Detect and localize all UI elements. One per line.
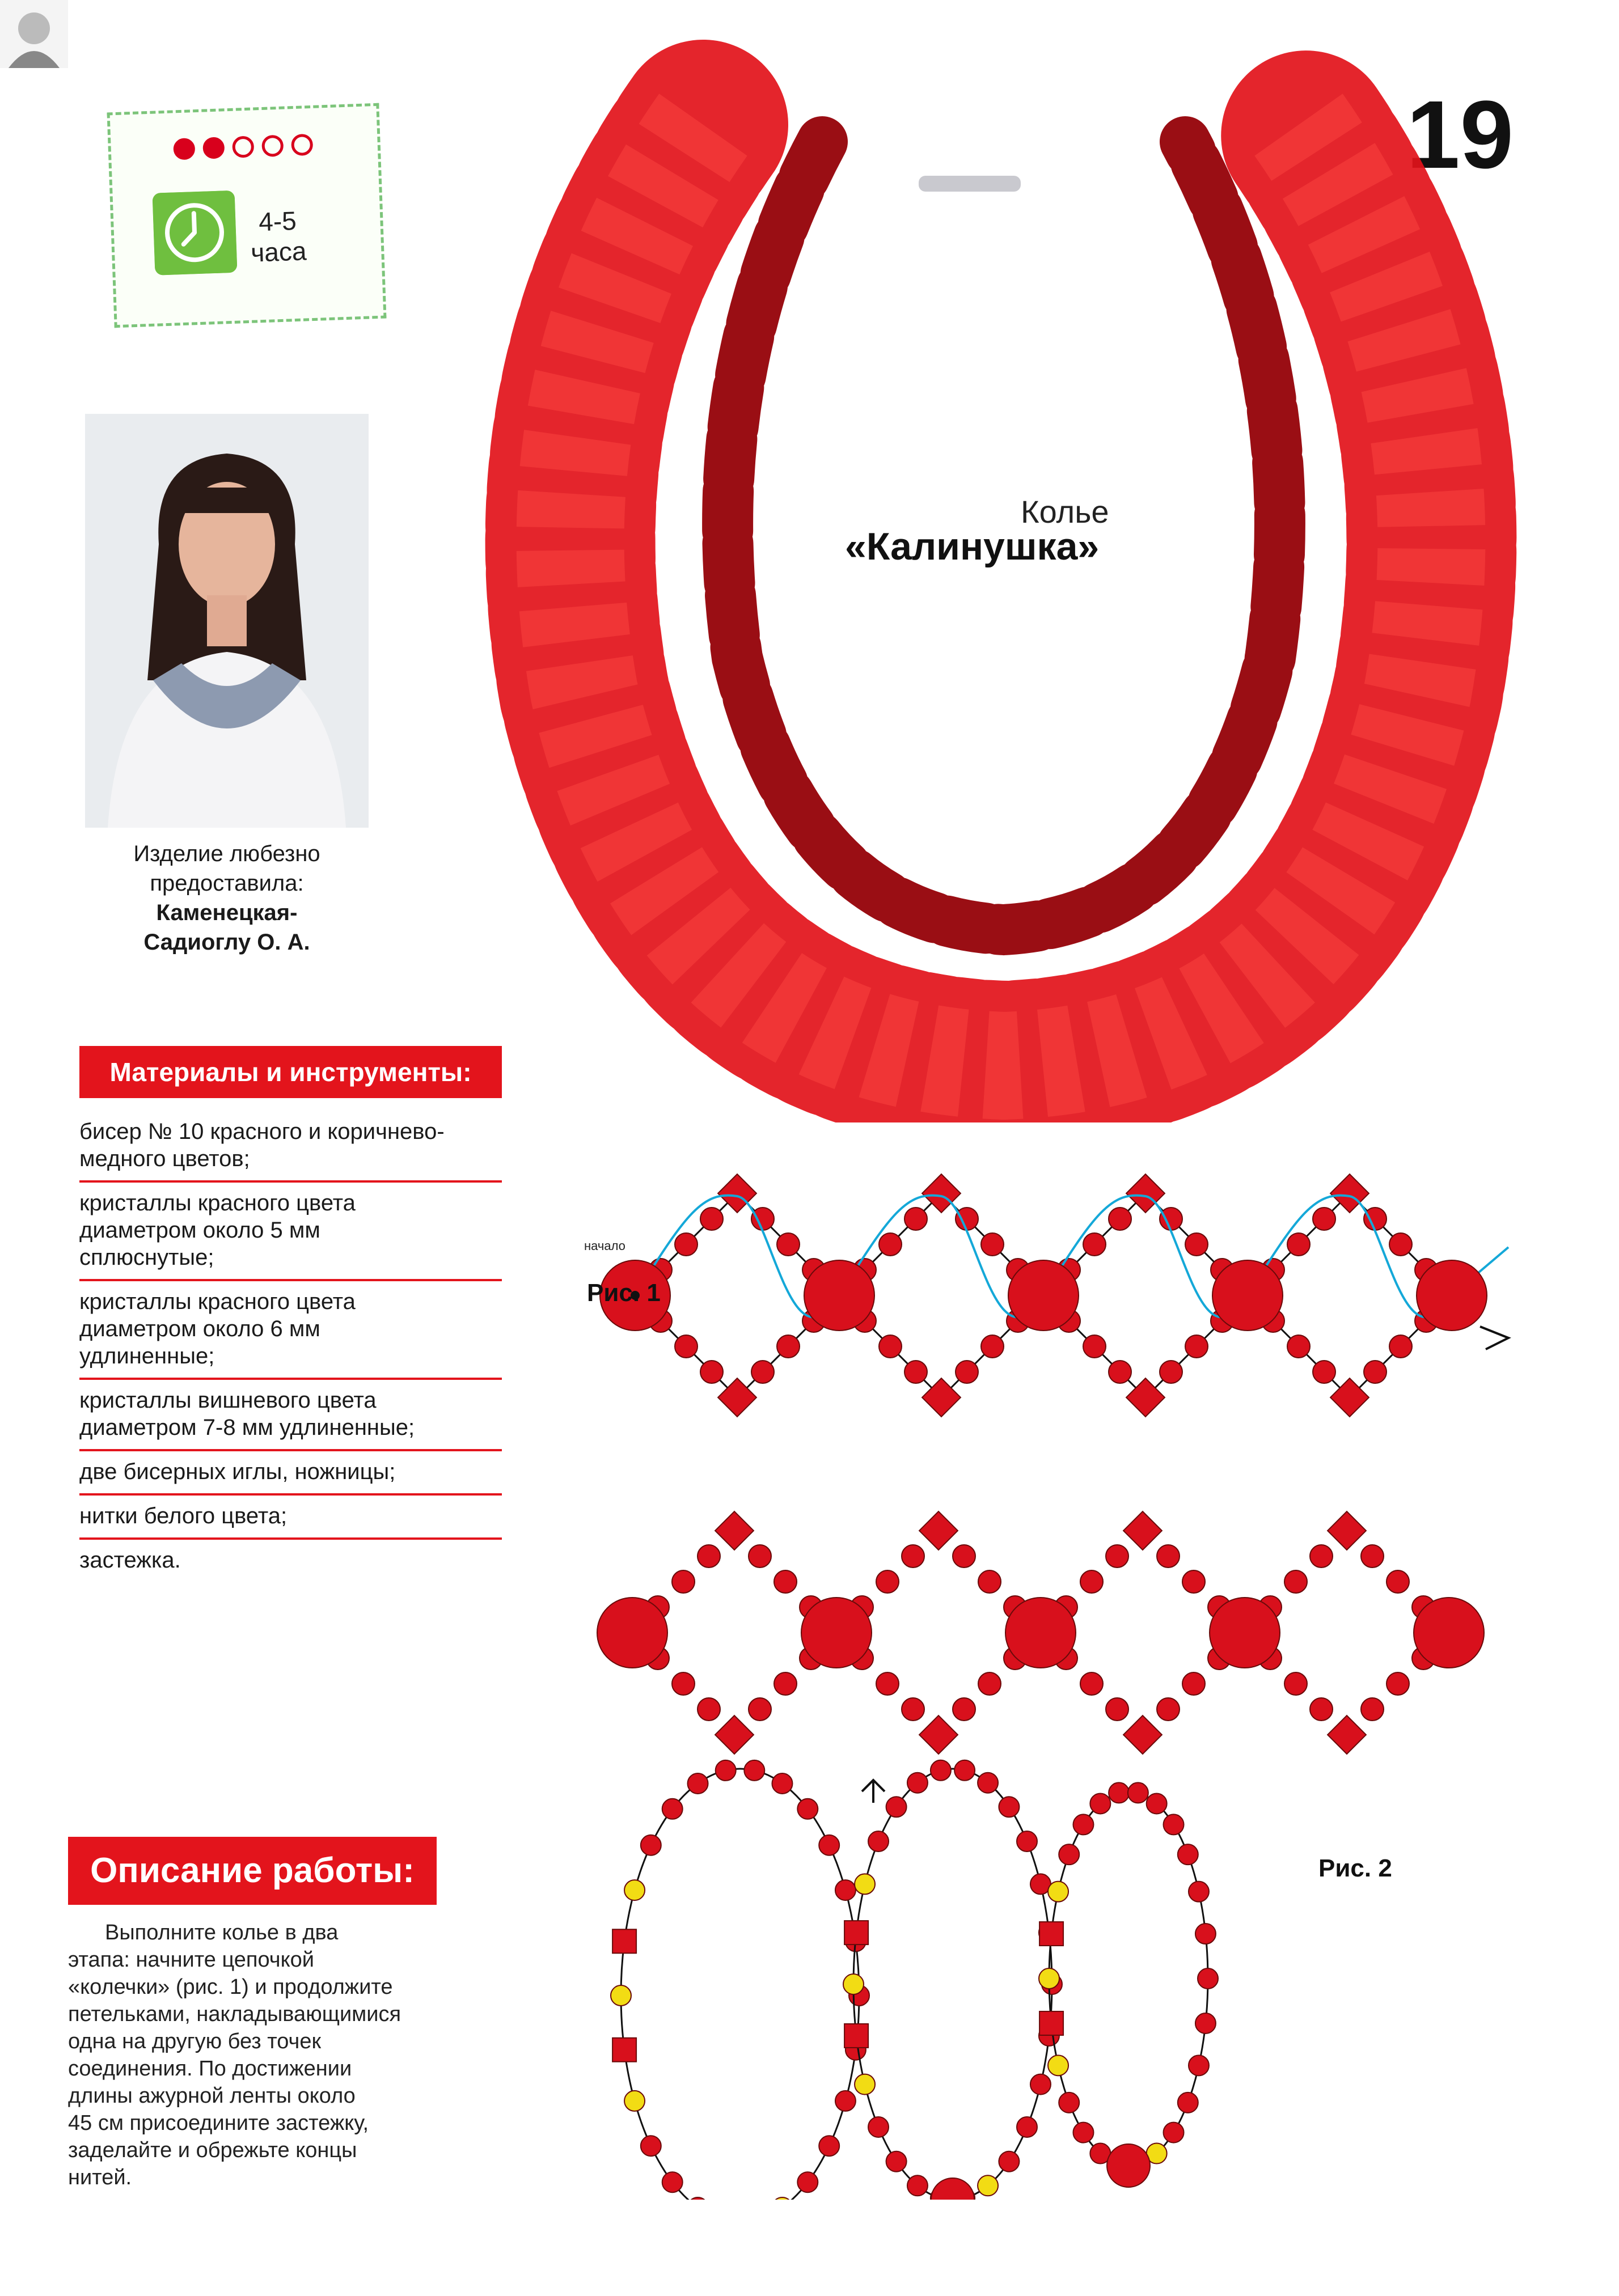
bead	[1287, 1335, 1310, 1358]
crystal-diamond	[715, 1715, 754, 1754]
material-item	[79, 1183, 502, 1281]
bead	[978, 1570, 1001, 1593]
bead	[716, 1760, 736, 1781]
material-line: бисер № 10 красного и коричнево-	[79, 1119, 445, 1144]
description-line: 45 см присоедините застежку,	[68, 2111, 369, 2135]
bead	[1195, 1924, 1216, 1944]
material-item	[79, 1111, 502, 1183]
bead	[797, 2172, 818, 2192]
bead	[611, 1985, 631, 2006]
bead	[904, 1208, 927, 1230]
material-line: диаметром 7-8 мм удлиненные;	[79, 1415, 415, 1440]
difficulty-dot-empty-icon	[232, 135, 254, 158]
bead	[904, 1361, 927, 1383]
bead	[956, 1361, 978, 1383]
bead	[662, 1799, 683, 1819]
bead	[749, 1545, 771, 1568]
material-line: удлиненные;	[79, 1344, 215, 1369]
crystal-diamond	[1328, 1511, 1366, 1550]
bead	[1164, 2123, 1184, 2143]
bead	[700, 1361, 723, 1383]
bead	[1313, 1361, 1335, 1383]
crystal-diamond	[715, 1511, 754, 1550]
bead	[1160, 1208, 1182, 1230]
bead	[1185, 1335, 1208, 1358]
bead	[751, 1361, 774, 1383]
bead	[978, 1773, 998, 1793]
bead	[772, 1773, 792, 1794]
material-line: кристаллы вишневого цвета	[79, 1388, 377, 1413]
crystal-square	[1039, 1922, 1063, 1946]
bead	[956, 1208, 978, 1230]
description-header: Описание работы:	[68, 1837, 437, 1905]
bead	[749, 1698, 771, 1721]
bead	[954, 1760, 975, 1781]
crystal-diamond	[1123, 1715, 1162, 1754]
bead	[981, 1335, 1004, 1358]
bead	[1083, 1335, 1106, 1358]
difficulty-dot-filled-icon	[202, 137, 225, 159]
bead	[1059, 2092, 1079, 2113]
bead	[1048, 1882, 1068, 1902]
bead	[744, 1760, 764, 1781]
bead	[1389, 1335, 1412, 1358]
bead	[1386, 1672, 1409, 1695]
bead	[1210, 1598, 1280, 1668]
clock-icon	[153, 190, 238, 276]
description-text	[68, 1919, 431, 2191]
bead	[978, 1672, 1001, 1695]
bead	[597, 1598, 667, 1668]
bead	[1017, 2117, 1037, 2137]
bead	[1185, 1233, 1208, 1256]
bead	[1198, 1968, 1218, 1989]
bead	[1008, 1260, 1079, 1331]
bead	[1182, 1672, 1205, 1695]
bead	[1284, 1672, 1307, 1695]
material-line: нитки белого цвета;	[79, 1503, 288, 1528]
bead	[953, 1698, 975, 1721]
bead	[1106, 1698, 1128, 1721]
material-line: диаметром около 6 мм	[79, 1316, 320, 1341]
bead	[868, 1831, 889, 1852]
bead	[835, 2091, 856, 2111]
bead	[751, 1208, 774, 1230]
description-line: Выполните колье в два	[105, 1921, 339, 1945]
materials-header: Материалы и инструменты:	[79, 1046, 502, 1098]
time-value: 4-5	[258, 205, 297, 237]
figure-1-diagram	[600, 1174, 1508, 1417]
material-line: сплюснутые;	[79, 1245, 214, 1270]
bead	[999, 2151, 1019, 2172]
thread-loop	[621, 1769, 859, 2200]
bead	[1178, 2092, 1198, 2113]
bead	[774, 1570, 797, 1593]
bead	[1361, 1698, 1384, 1721]
bead	[1147, 1793, 1167, 1814]
bead	[879, 1233, 902, 1256]
arrow-icon	[1480, 1327, 1508, 1349]
materials-list	[79, 1111, 502, 1582]
bead	[1178, 1844, 1198, 1865]
crystal-square	[844, 2024, 868, 2048]
bead	[774, 1672, 797, 1695]
description-line: одна на другую без точек	[68, 2030, 322, 2053]
bead	[777, 1335, 800, 1358]
bead	[879, 1335, 902, 1358]
bead	[777, 1233, 800, 1256]
author-photo	[85, 414, 369, 828]
bead	[1109, 1361, 1131, 1383]
bead	[1313, 1208, 1335, 1230]
bead	[1109, 1782, 1129, 1803]
description-line: длины ажурной ленты около	[68, 2084, 356, 2108]
crystal-diamond	[919, 1715, 958, 1754]
bead	[688, 1773, 708, 1794]
bead	[1106, 1545, 1128, 1568]
credit-line-1: Изделие любезно	[133, 841, 320, 866]
material-line: диаметром около 5 мм	[79, 1218, 320, 1243]
bead	[1080, 1672, 1103, 1695]
material-item	[79, 1540, 502, 1582]
bead	[797, 1799, 818, 1819]
description-line: «колечки» (рис. 1) и продолжите	[68, 1975, 393, 1999]
material-line: кристаллы красного цвета	[79, 1289, 356, 1314]
bead	[1128, 1782, 1148, 1803]
description-line: заделайте и обрежьте концы	[68, 2138, 357, 2162]
description-line: этапа: начните цепочкой	[68, 1948, 315, 1972]
bead	[1182, 1570, 1205, 1593]
bead	[1364, 1361, 1386, 1383]
difficulty-rating	[173, 133, 321, 163]
bead	[999, 1797, 1019, 1817]
bead	[1080, 1570, 1103, 1593]
bead	[700, 1208, 723, 1230]
bead	[1310, 1545, 1333, 1568]
time-estimate	[249, 205, 307, 268]
bead	[1073, 1814, 1093, 1835]
product-subtitle: Колье	[1021, 494, 1109, 529]
bead	[698, 1545, 720, 1568]
bead	[1417, 1260, 1487, 1331]
bead	[931, 2178, 974, 2200]
bead	[772, 2197, 792, 2200]
bead	[1287, 1233, 1310, 1256]
bead	[1310, 1698, 1333, 1721]
bead	[662, 2172, 683, 2192]
crystal-square	[612, 2038, 636, 2062]
bead	[1090, 1793, 1110, 1814]
bead	[1048, 2055, 1068, 2075]
arrow-icon	[862, 1780, 885, 1803]
bead	[886, 1797, 907, 1817]
material-line: медного цветов;	[79, 1146, 250, 1171]
bead	[1164, 1814, 1184, 1835]
start-label: начало	[584, 1239, 625, 1253]
bead	[855, 1874, 875, 1894]
bead	[1389, 1233, 1412, 1256]
bead	[1212, 1260, 1283, 1331]
bead	[641, 2136, 661, 2156]
bead	[1073, 2123, 1093, 2143]
crystal-square	[612, 1929, 636, 1953]
bead	[1189, 2055, 1209, 2075]
crystal-diamond	[1328, 1715, 1366, 1754]
bead	[907, 2175, 928, 2196]
bead	[672, 1570, 695, 1593]
bead	[1109, 1208, 1131, 1230]
bead	[1386, 1570, 1409, 1593]
bead	[1157, 1698, 1180, 1721]
difficulty-dot-filled-icon	[173, 138, 195, 160]
bead	[1157, 1545, 1180, 1568]
bead	[624, 1880, 645, 1900]
bead	[855, 2074, 875, 2095]
bead	[819, 1835, 839, 1856]
bead	[843, 1974, 864, 1994]
material-line: кристаллы красного цвета	[79, 1191, 356, 1215]
description-line: петельками, накладывающимися	[68, 2002, 401, 2026]
crystal-diamond	[919, 1511, 958, 1550]
bead	[1195, 2013, 1216, 2034]
bead	[1361, 1545, 1384, 1568]
material-item	[79, 1451, 502, 1496]
bead	[953, 1545, 975, 1568]
bead	[1414, 1598, 1484, 1668]
bead	[886, 2151, 907, 2172]
bead	[902, 1545, 924, 1568]
bead	[675, 1335, 698, 1358]
page-number: 19	[1406, 81, 1514, 189]
difficulty-dot-empty-icon	[261, 135, 284, 157]
bead	[801, 1598, 872, 1668]
bead	[1083, 1233, 1106, 1256]
bead	[1030, 2074, 1051, 2095]
bead	[1005, 1598, 1076, 1668]
material-item	[79, 1496, 502, 1540]
bead-diagrams	[578, 1134, 1559, 2200]
time-unit: часа	[250, 236, 307, 268]
bead	[1364, 1208, 1386, 1230]
author-name-line-2: Садиоглу О. А.	[143, 930, 310, 955]
author-credit	[85, 839, 369, 957]
bead	[1284, 1570, 1307, 1593]
bead	[1107, 2144, 1150, 2187]
bead	[868, 2117, 889, 2137]
crystal-square	[1039, 2011, 1063, 2035]
bead	[675, 1233, 698, 1256]
bead	[835, 1880, 856, 1900]
material-item	[79, 1380, 502, 1451]
bead	[1059, 1844, 1079, 1865]
bead	[624, 2091, 645, 2111]
bead	[981, 1233, 1004, 1256]
material-line: застежка.	[79, 1548, 181, 1573]
bead	[698, 1698, 720, 1721]
difficulty-dot-empty-icon	[291, 134, 313, 156]
difficulty-card	[107, 103, 387, 328]
credit-line-2: предоставила:	[150, 871, 304, 896]
bead	[819, 2136, 839, 2156]
bead	[907, 1773, 928, 1793]
bead	[978, 2175, 998, 2196]
description-line: соединения. По достижении	[68, 2057, 352, 2081]
material-line: две бисерных иглы, ножницы;	[79, 1459, 396, 1484]
corner-logo-image	[0, 0, 68, 68]
bead	[641, 1835, 661, 1856]
bead	[804, 1260, 874, 1331]
figure-1-label: Рис. 1	[587, 1279, 661, 1307]
bead	[931, 1760, 951, 1781]
bead	[1189, 1882, 1209, 1902]
bead	[1017, 1831, 1037, 1852]
material-item	[79, 1281, 502, 1380]
bead	[1160, 1361, 1182, 1383]
author-name-line-1: Каменецкая-	[156, 900, 298, 925]
necklace-photo	[482, 34, 1520, 1122]
product-title: «Калинушка»	[845, 525, 1100, 568]
description-line: нитей.	[68, 2166, 132, 2189]
bead	[876, 1672, 899, 1695]
figure-2-label: Рис. 2	[1318, 1854, 1392, 1882]
crystal-diamond	[1123, 1511, 1162, 1550]
crystal-square	[844, 1921, 868, 1945]
bead	[688, 2197, 708, 2200]
bead	[876, 1570, 899, 1593]
bead	[672, 1672, 695, 1695]
bead	[1039, 1968, 1059, 1989]
bead	[902, 1698, 924, 1721]
